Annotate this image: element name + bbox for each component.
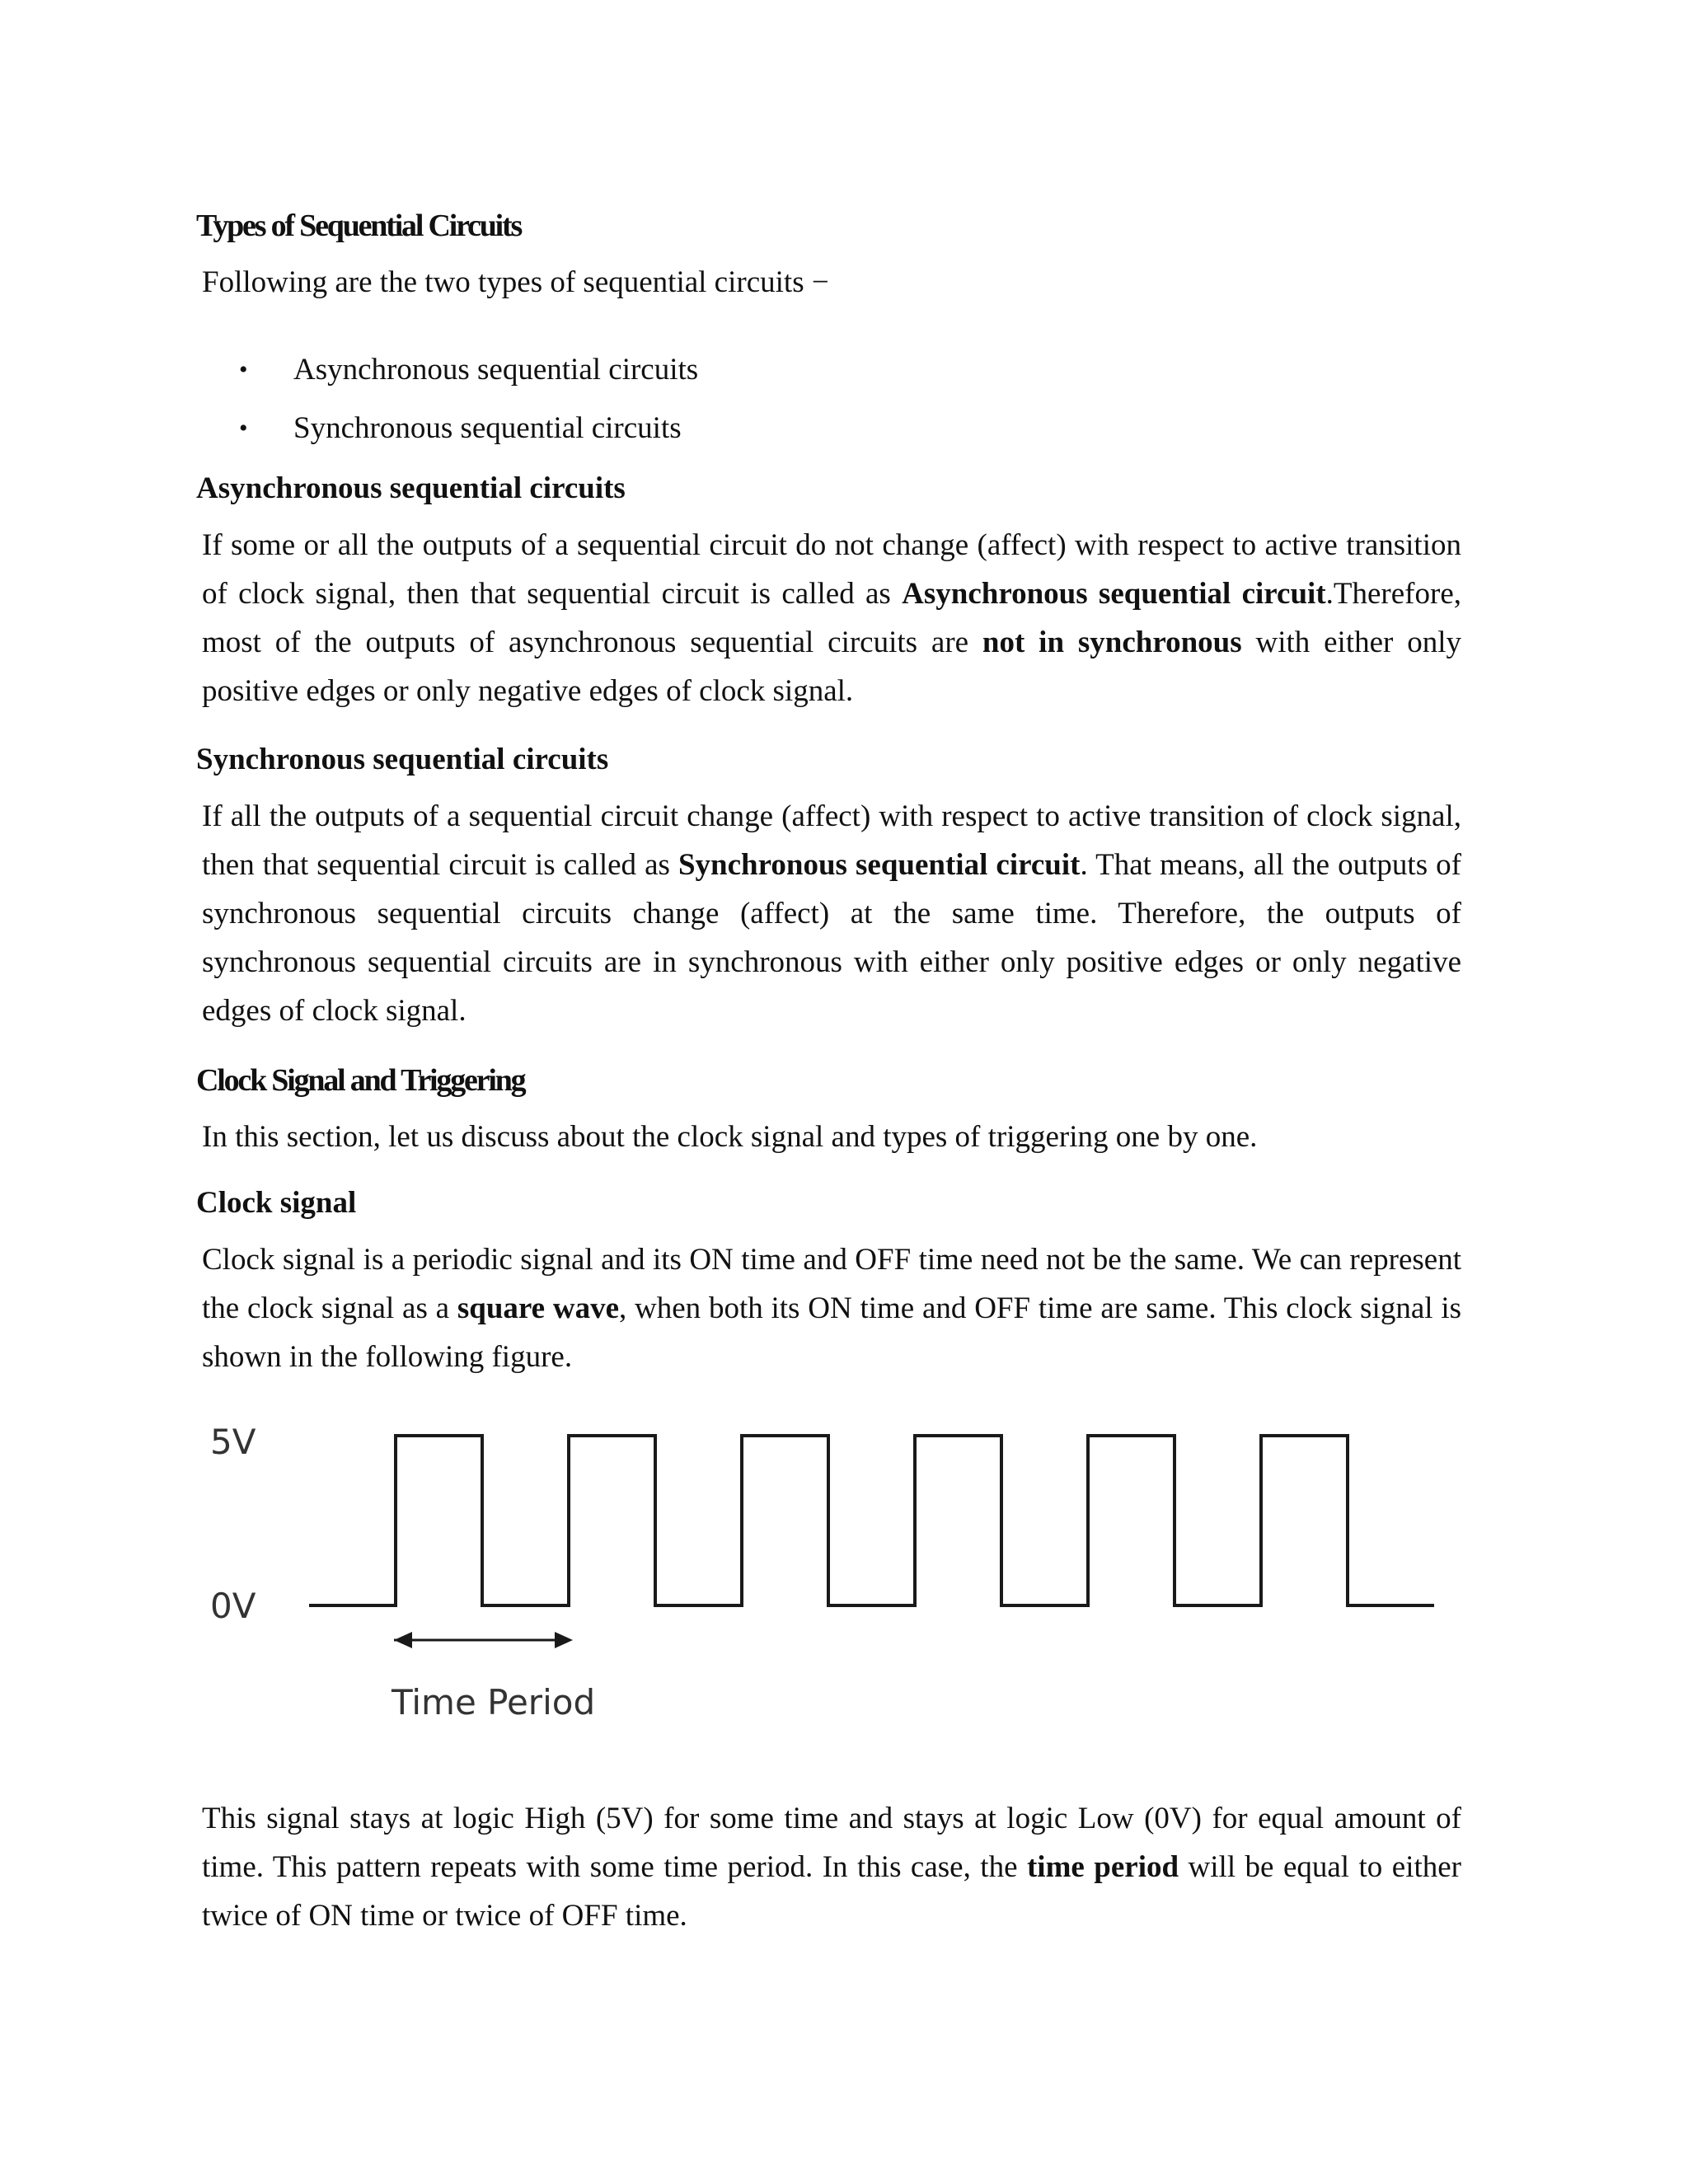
text-run: .Therefore, most of the outputs of asynchronous sequential circuits are xyxy=(202,577,1461,659)
section-heading-clock-signal: Clock signal xyxy=(196,1186,357,1220)
low-voltage-label: 0V xyxy=(210,1586,256,1626)
bullet-icon: • xyxy=(239,415,248,442)
time-period-label: Time Period xyxy=(392,1682,596,1722)
text-run: If some or all the outputs of a sequential circuit do not change (affect) with respect to active transition of clock signal, then that sequential circuit is called as xyxy=(202,528,1461,611)
async-paragraph xyxy=(202,521,1461,715)
bold-term: Synchronous sequential circuit xyxy=(678,848,1081,882)
clock-signal-paragraph xyxy=(202,1235,1461,1381)
time-period-arrow xyxy=(394,1632,573,1648)
bold-term: square wave xyxy=(457,1291,619,1325)
list-item-text: Synchronous sequential circuits xyxy=(293,411,682,445)
clock-signal-figure xyxy=(198,1401,1484,1731)
text-run: will be equal to either twice of ON time or twice of OFF time. xyxy=(202,1850,1461,1933)
section-heading-types: Types of Sequential Circuits xyxy=(196,209,522,243)
bold-term: time period xyxy=(1026,1850,1179,1884)
bullet-icon: • xyxy=(239,356,248,383)
square-wave xyxy=(309,1436,1434,1605)
text-run: , when both its ON time and OFF time are same. This clock signal is shown in the following figure. xyxy=(202,1291,1461,1374)
text-run: . That means, all the outputs of synchronous sequential circuits change (affect) at the same time. Therefore, the outputs of synchronous sequential circuits are in synchronous with either only positive edges or only negative edges of clock signal. xyxy=(202,848,1461,1028)
text-run: This signal stays at logic High (5V) for some time and stays at logic Low (0V) for equal amount of time. This pattern repeats with some time period. In this case, the xyxy=(202,1802,1461,1884)
sync-paragraph xyxy=(202,792,1461,1035)
section-heading-async: Asynchronous sequential circuits xyxy=(196,471,626,505)
clock-triggering-intro: In this section, let us discuss about the clock signal and types of triggering one by one. xyxy=(202,1120,1258,1154)
section-heading-sync: Synchronous sequential circuits xyxy=(196,743,609,776)
bold-term: Asynchronous sequential circuit xyxy=(902,577,1326,611)
text-run: If all the outputs of a sequential circuit change (affect) with respect to active transition of clock signal, then that sequential circuit is called as xyxy=(202,799,1461,882)
section-heading-clock-triggering: Clock Signal and Triggering xyxy=(196,1063,525,1098)
text-run: with either only positive edges or only negative edges of clock signal. xyxy=(202,626,1461,708)
high-voltage-label: 5V xyxy=(210,1422,256,1462)
bold-term: not in synchronous xyxy=(982,626,1242,659)
list-item-text: Asynchronous sequential circuits xyxy=(293,353,699,387)
text-run: Clock signal is a periodic signal and its ON time and OFF time need not be the same. We can represent the clock signal as a xyxy=(202,1243,1461,1325)
closing-paragraph xyxy=(202,1794,1461,1940)
types-intro-text: Following are the two types of sequential circuits − xyxy=(202,265,829,299)
